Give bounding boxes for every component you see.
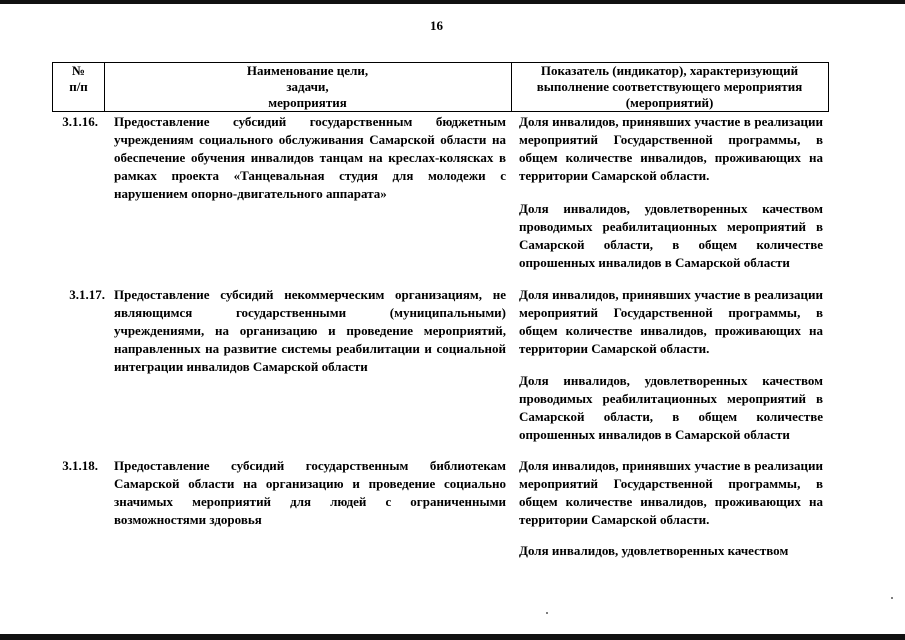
header-name-label: Наименование цели, задачи, мероприятия bbox=[246, 63, 369, 110]
row-indicator-text: Доля инвалидов, удовлетворенных качеством проводимых реабилитационных мероприятий в Самарской области, в общем количестве опрошенных инвалидов в Самарской области bbox=[519, 201, 823, 270]
row-indicator-text: Доля инвалидов, принявших участие в реализации мероприятий Государственной программы, в общем количестве инвалидов, проживающих на территории Самарской области. bbox=[519, 287, 823, 356]
header-cell-indicator bbox=[511, 62, 829, 112]
header-indicator-label: Показатель (индикатор), характеризующий выполнение соответствующего мероприятия (мероприятий) bbox=[536, 63, 803, 110]
scan-speck bbox=[891, 597, 893, 599]
header-cell-name bbox=[104, 62, 512, 112]
row-number: 3.1.18. bbox=[62, 458, 98, 473]
row-goal-text: Предоставление субсидий государственным библиотекам Самарской области на организацию и проведение социально значимых мероприятий для людей с ограниченными возможностями здоровья bbox=[114, 458, 506, 527]
header-number-label: № п/п bbox=[69, 63, 88, 94]
row-number: 3.1.17. bbox=[69, 287, 105, 302]
top-scan-border bbox=[0, 0, 905, 4]
row-number: 3.1.16. bbox=[62, 114, 98, 129]
row-indicator-text: Доля инвалидов, удовлетворенных качеством проводимых реабилитационных мероприятий в Самарской области, в общем количестве опрошенных инвалидов в Самарской области bbox=[519, 373, 823, 442]
row-goal-text: Предоставление субсидий государственным бюджетным учреждениям социального обслуживания Самарской области на обеспечение обучения инвалидов танцам на креслах-колясках в рамках проекта «Танцевальная студия для молодежи с нарушением опорно-двигательного аппарата» bbox=[114, 114, 506, 201]
header-cell-number bbox=[52, 62, 105, 112]
row-goal-text: Предоставление субсидий некоммерческим организациям, не являющимся государственными (муниципальными) учреждениями, на организацию и проведение мероприятий, направленных на развитие системы реабилитации и социальной интеграции инвалидов Самарской области bbox=[114, 287, 506, 374]
row-indicator-text: Доля инвалидов, принявших участие в реализации мероприятий Государственной программы, в общем количестве инвалидов, проживающих на территории Самарской области. bbox=[519, 114, 823, 183]
row-indicator-text: Доля инвалидов, удовлетворенных качеством bbox=[519, 543, 789, 558]
page-number: 16 bbox=[430, 18, 443, 33]
bottom-scan-border bbox=[0, 634, 905, 640]
row-indicator-text: Доля инвалидов, принявших участие в реализации мероприятий Государственной программы, в общем количестве инвалидов, проживающих на территории Самарской области. bbox=[519, 458, 823, 527]
scan-speck bbox=[546, 612, 548, 614]
